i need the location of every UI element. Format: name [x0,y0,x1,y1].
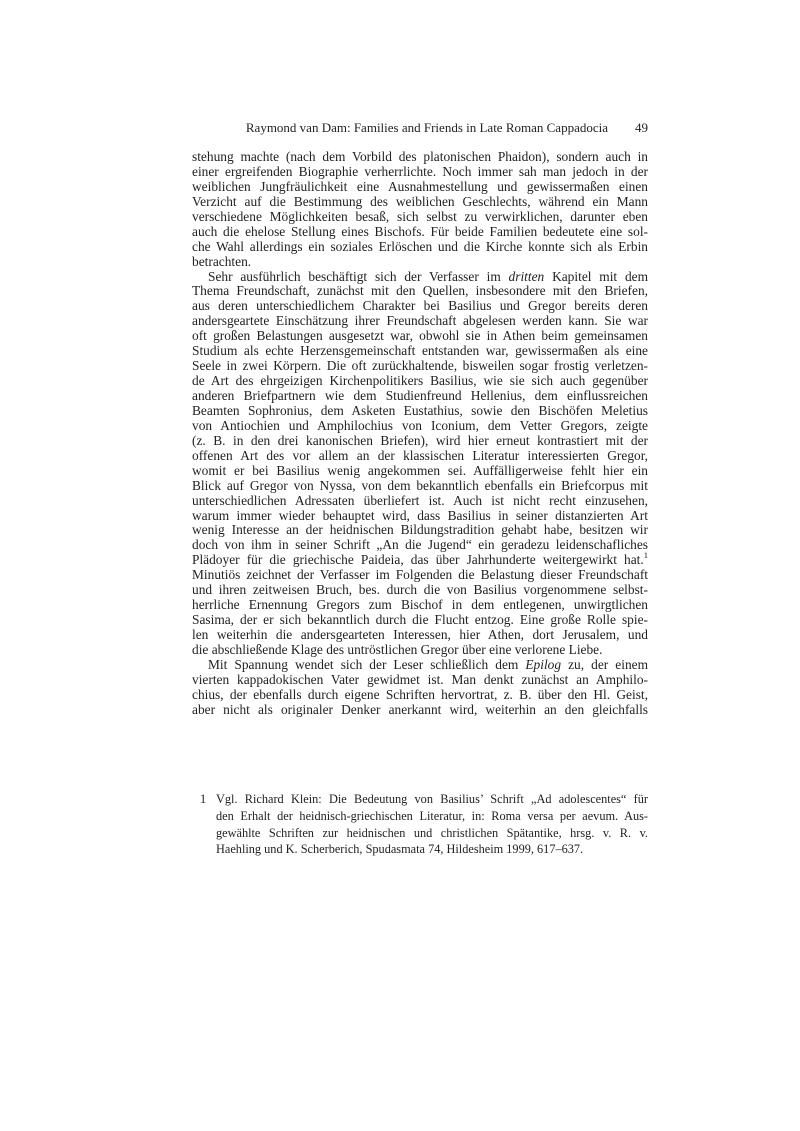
paragraph [192,150,648,270]
text-segment: die abschließende Klage des untröstlichen Gregor über eine verlorene Liebe. [192,641,603,657]
running-title: Raymond van Dam: Families and Friends in Late Roman Cappadocia [245,120,608,135]
text-line [192,598,648,613]
text-segment: anderen Briefpartnern wie dem Studienfreund Hellenius, dem einflussreichen [192,388,648,403]
text-segment: Verzicht auf die Bestimmung des weiblichen Geschlechts, während ein Mann [192,193,648,209]
text-segment: weiblichen Jungfräulichkeit eine Ausnahmestellung und gewissermaßen einen [192,178,648,194]
text-line [192,550,648,568]
text-line [192,509,648,524]
text-segment: Sehr ausführlich beschäftigt sich der Verfasser im [208,268,509,284]
text-line [192,240,648,255]
text-line [192,314,648,329]
text-line [192,389,648,404]
text-segment: (z. B. in den drei kanonischen Briefen), wird hier erneut kontrastiert mit der [192,432,648,448]
text-line [192,449,648,464]
text-line [192,479,648,494]
text-line [192,688,648,703]
text-segment: aus deren unterschiedlichem Charakter bei Basilius und Gregor bereits deren [192,298,648,314]
text-segment: offenen Art des vor allem an der klassischen Literatur interessierten Gregor, [192,447,648,463]
text-segment: wenig Interesse an der heidnischen Bildungstradition gehabt habe, besitzen wir [192,522,648,538]
text-line [192,523,648,538]
text-line [192,180,648,195]
text-segment: Minutiös zeichnet der Verfasser im Folgenden die Belastung dieser Freundschaft [192,567,648,583]
text-segment: Plädoyer für die griechische Paideia, das über Jahrhunderte weitergewirkt hat. [192,552,644,568]
text-segment: warum immer wieder behauptet wird, dass Basilius in seiner distanzierten Art [192,507,648,523]
text-line [192,583,648,598]
text-line [192,419,648,434]
text-segment: len weiterhin die andersgearteten Interessen, hier Athen, dort Jerusalem, und [192,627,648,642]
text-line [192,255,648,270]
text-segment: Beamten Sophronius, dem Asketen Eustathius, sowie den Bischöfen Meletius [192,402,648,418]
text-line [192,270,648,285]
text-segment: Sasima, der er sich bekanntlich durch die Flucht entzog. Eine große Rolle spie- [192,612,648,628]
text-segment: doch von ihm in seiner Schrift „An die Jugend“ ein geradezu leidenschafliches [192,537,648,553]
text-segment: unterschiedlichen Adressaten überliefert ist. Auch ist nicht recht einzusehen, [192,492,648,508]
emphasis: dritten [508,268,545,284]
text-segment: aber nicht als originaler Denker anerkannt wird, weiterhin an den gleichfalls [192,701,648,717]
text-segment: stehung machte (nach dem Vorbild des platonischen Phaidon), sondern auch in [192,149,648,164]
footnotes [192,791,648,858]
footnote-line: den Erhalt der heidnisch-griechischen Literatur, in: Roma versa per aevum. Aus- [216,808,648,823]
text-line [192,673,648,688]
text-line [192,329,648,344]
text-segment: oft großen Belastungen ausgesetzt war, obwohl sie in Athen beim gemeinsamen [192,328,648,344]
text-line [192,404,648,419]
text-segment: einer ergreifenden Biographie verherrlichte. Noch immer sah man jedoch in der [192,163,648,179]
text-line [192,299,648,314]
text-line [192,359,648,374]
footnote-marker[interactable]: 1 [643,550,648,561]
text-segment: che Wahl allerdings ein soziales Erlöschen und die Kirche konnte sich als Erbin [192,238,648,254]
text-line [192,195,648,210]
text-segment: und ihren zeitweisen Bruch, bes. durch die von Basilius vorgenommene selbst- [192,582,648,598]
paragraph [192,270,648,658]
text-segment: Mit Spannung wendet sich der Leser schließlich dem [208,656,526,672]
text-segment: andersgeartete Einschätzung ihrer Freundschaft abgelesen werden kann. Sie war [192,313,648,329]
page-number: 49 [635,120,648,135]
text-segment: zu, der einem [561,656,648,672]
text-line [192,494,648,509]
text-segment: womit er bei Basilius wenig angekommen sei. Auffälligerweise fehlt hier ein [192,462,648,478]
text-line [192,568,648,583]
text-line [192,284,648,299]
text-line [192,344,648,359]
text-segment: Seele in zwei Körpern. Die oft zurückhaltende, bisweilen sogar frostig verletzen- [192,358,648,374]
text-line [192,703,648,718]
text-segment: chius, der ebenfalls durch eigene Schriften hervortrat, z. B. über den Hl. Geist, [192,686,648,702]
footnote [192,791,648,858]
text-segment: Blick auf Gregor von Nyssa, von dem bekanntlich ebenfalls ein Briefcorpus mit [192,477,648,493]
text-line [192,150,648,165]
footnote-line: gewählte Schriften zur heidnischen und christlichen Spätantike, hrsg. v. R. v. [216,825,648,840]
paragraph [192,658,648,718]
text-segment: de Art des ehrgeizigen Kirchenpolitikers Basilius, wie sie sich auch gegenüber [192,373,648,389]
text-segment: Thema Freundschaft, zunächst mit den Quellen, insbesondere mit den Briefen, [192,283,648,299]
text-line [192,225,648,240]
text-segment: Studium als echte Herzensgemeinschaft entstanden war, gewissermaßen als eine [192,343,648,359]
text-line [192,658,648,673]
text-line [192,613,648,628]
footnote-line: Haehling und K. Scherberich, Spudasmata 74, Hildesheim 1999, 617–637. [216,842,584,857]
text-line [192,165,648,180]
running-header [192,120,648,136]
text-segment: vierten kappadokischen Vater gewidmet ist. Man denkt zunächst an Amphilo- [192,671,648,687]
text-segment: herrliche Ernennung Gregors zum Bischof in dem entlegenen, unwirgtlichen [192,597,648,613]
text-line [192,210,648,225]
footnote-number: 1 [200,792,207,806]
emphasis: Epilog [525,656,562,672]
text-segment: verschiedene Möglichkeiten besaß, sich selbst zu verwirklichen, darunter eben [192,208,648,224]
text-segment: auch die ehelose Stellung eines Bischofs. Für beide Familien bedeutete eine sol- [192,223,648,239]
text-line [192,643,648,658]
text-segment: von Antiochien und Amphilochius von Iconium, dem Vetter Gregors, zeigte [192,417,648,433]
text-line [192,628,648,643]
body-text [192,150,648,718]
footnote-line: Vgl. Richard Klein: Die Bedeutung von Basilius’ Schrift „Ad adolescentes“ für [216,792,648,806]
text-segment: betrachten. [192,253,252,269]
text-line [192,434,648,449]
text-line [192,464,648,479]
text-line [192,374,648,389]
text-segment: Kapitel mit dem [544,268,649,284]
